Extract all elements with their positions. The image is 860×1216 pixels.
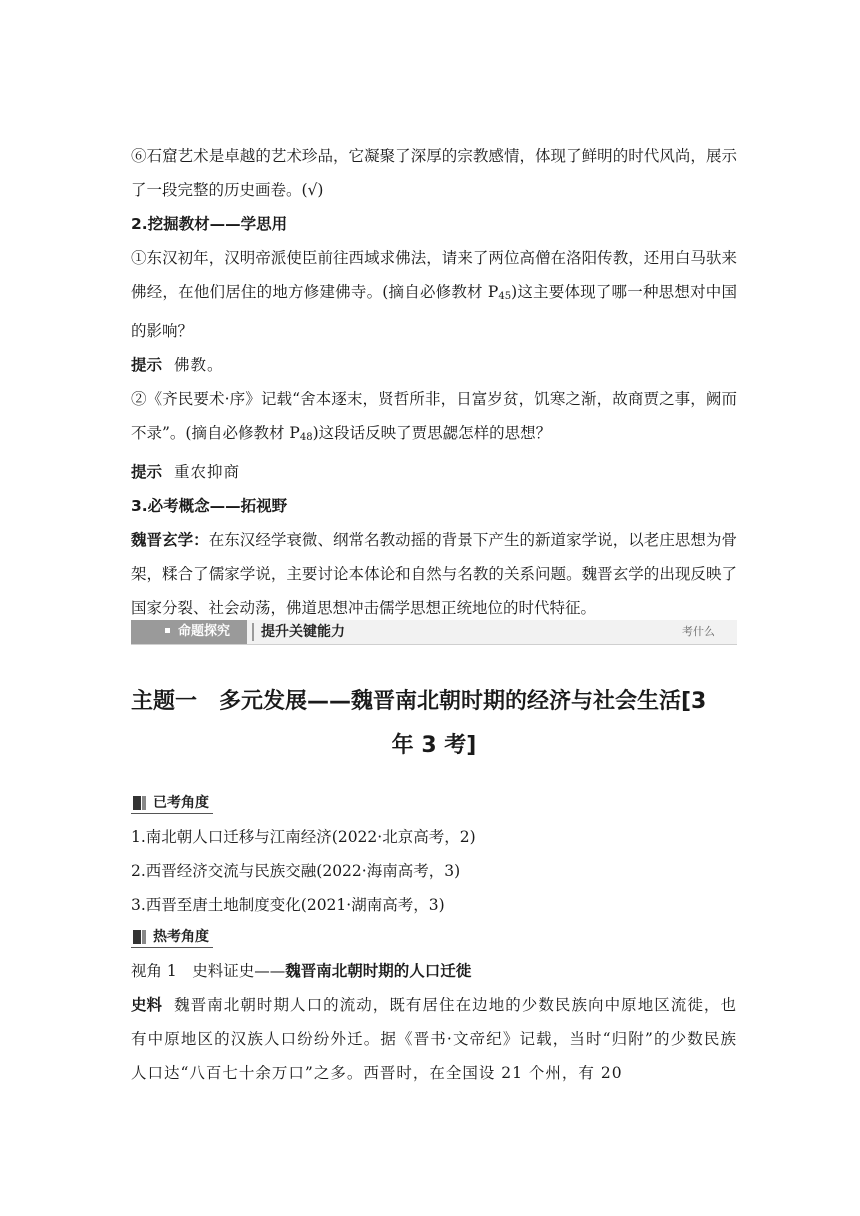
question-1: ①东汉初年，汉明帝派使臣前往西域求佛法，请来了两位高僧在洛阳传教，还用白马驮来佛经，在他们居住的地方修建佛寺。(摘自必修教材 $P_{45}$)这主要体现了哪一种思想对中国的影响？ xyxy=(131,249,737,340)
section-3-title: 3.必考概念——拓视野 xyxy=(131,497,288,515)
source-label: 史料 xyxy=(131,996,163,1014)
tested-item: 1.南北朝人口迁移与江南经济(2022·北京高考，2) xyxy=(131,828,476,846)
concept-term: 魏晋玄学： xyxy=(131,531,209,549)
question-2: ②《齐民要术·序》记载“舍本逐末，贤哲所非，日富岁贫，饥寒之渐，故商贾之事，阙而不录”。(摘自必修教材 $P_{48}$)这段话反映了贾思勰怎样的思想？ xyxy=(131,390,737,443)
concept-paragraph: 魏晋玄学：在东汉经学衰微、纲常名教动摇的背景下产生的新道家学说，以老庄思想为骨架，糅合了儒家学说，主要讨论本体论和自然与名教的关系问题。魏晋玄学的出现反映了国家分裂、社会动荡，佛道思想冲击儒学思想正统地位的时代特征。 xyxy=(131,531,737,617)
tested-angles-section xyxy=(131,792,737,922)
hint-2: 提示 重农抑商 xyxy=(131,463,241,481)
tested-angles-tag: 已考角度 xyxy=(131,793,213,814)
tag-marker-icon xyxy=(133,930,141,944)
tested-item: 3.西晋至唐土地制度变化(2021·湖南高考，3) xyxy=(131,896,445,914)
hot-angles-tag: 热考角度 xyxy=(131,927,213,948)
theme-title-line-2: 年 3 考] xyxy=(391,733,477,758)
theme-title-line-1: 主题一 多元发展——魏晋南北朝时期的经济与社会生活[3 xyxy=(131,689,707,714)
hint-label: 提示 xyxy=(131,356,163,374)
statement-6: ⑥石窟艺术是卓越的艺术珍品，它凝聚了深厚的宗教感情，体现了鲜明的时代风尚，展示了一段完整的历史画卷。(√) xyxy=(131,147,737,199)
section-banner xyxy=(131,620,737,645)
review-section xyxy=(131,139,737,625)
source-paragraph: 史料 魏晋南北朝时期人口的流动，既有居住在边地的少数民族向中原地区流徙，也有中原地区的汉族人口纷纷外迁。据《晋书·文帝纪》记载，当时“归附”的少数民族人口达“八百七十余万口”之多。西晋时，在全国设 21 个州，有 20 xyxy=(131,996,737,1082)
hint-label: 提示 xyxy=(131,463,163,481)
hot-angles-section xyxy=(131,926,737,1090)
view-angle-heading: 视角 1 史料证史——魏晋南北朝时期的人口迁徙 xyxy=(131,962,472,980)
tested-item: 2.西晋经济交流与民族交融(2022·海南高考，3) xyxy=(131,862,461,880)
banner-left-tab: 命题探究 xyxy=(131,620,247,644)
banner-divider xyxy=(252,623,254,641)
section-2-title: 2.挖掘教材——学思用 xyxy=(131,215,288,233)
bullet-icon xyxy=(165,628,170,633)
tag-marker-icon xyxy=(133,796,141,810)
banner-title: 提升关键能力 xyxy=(261,624,345,640)
theme-title xyxy=(131,680,737,768)
banner-note: 考什么 xyxy=(682,625,715,638)
hint-1: 提示 佛教。 xyxy=(131,356,224,374)
